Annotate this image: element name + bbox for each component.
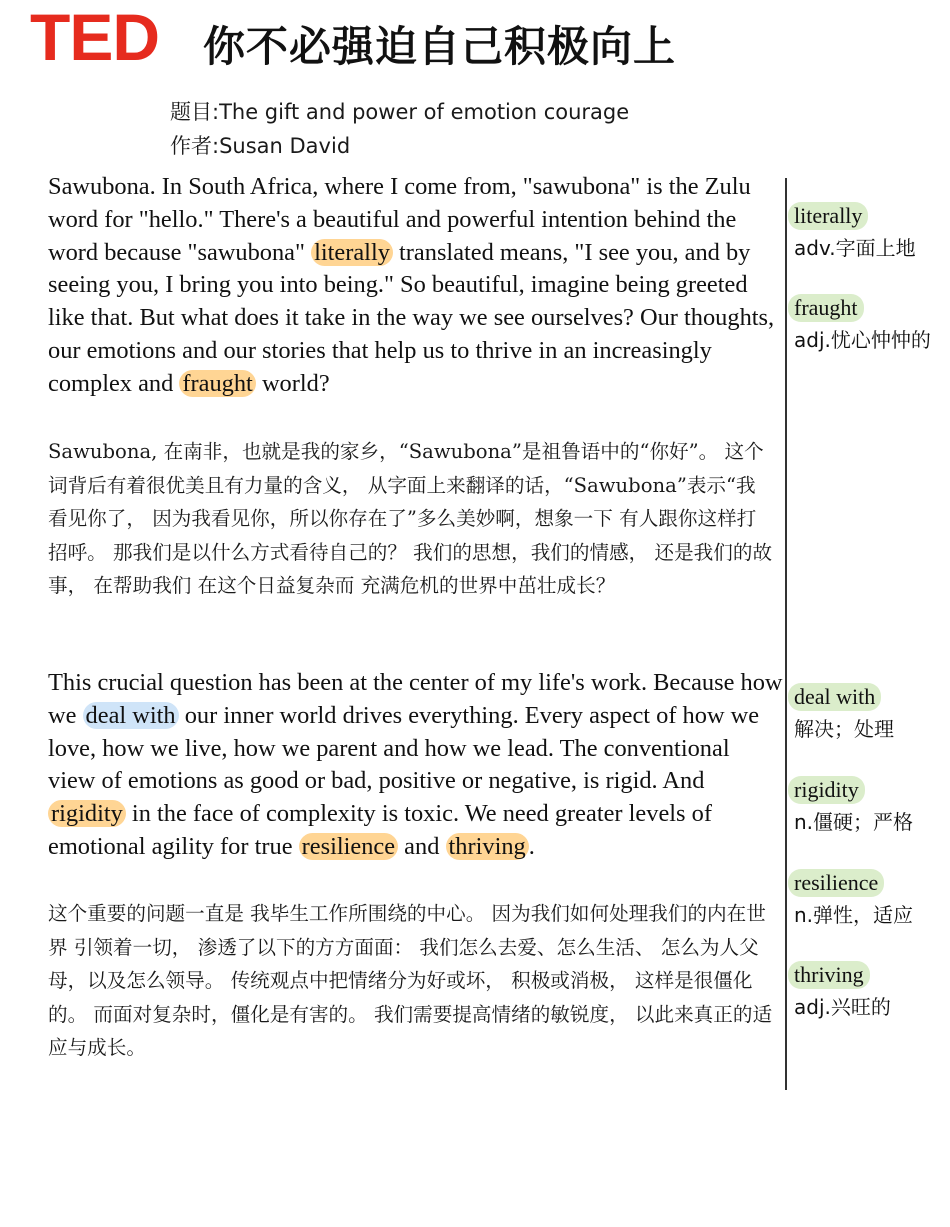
glossary-entry <box>788 961 950 1024</box>
chinese-paragraph-1: Sawubona, 在南非，也就是我的家乡，“Sawubona”是祖鲁语中的“你好”。 这个词背后有着很优美且有力量的含义， 从字面上来翻译的话，“Sawubona”表示“我看见你了， 因为我看见你，所以你存在了”多么美妙啊，想象一下 有人跟你这样打招呼。 那我们是以什么方式看待自己的？ 我们的思想，我们的情感， 还是我们的故事， 在帮助我们 在这个日益复杂而 充满危机的世界中茁壮成长？ <box>48 440 773 597</box>
glossary-word: thriving <box>788 961 870 989</box>
glossary-entry <box>788 869 950 932</box>
text-segment: translated means, "I see you, and by seeing you, I bring you into being." So beautiful, imagine being greeted like that. But what does it take in the way we see ourselves? Our thoughts, our emotions and our stories that help us to thrive in an increasingly complex and <box>48 238 775 397</box>
text-segment: Sawubona. In South Africa, where I come from, "sawubona" is the Zulu word for "hello." There's a beautiful and powerful intention behind the word because "sawubona" <box>48 173 751 266</box>
highlight-thriving: thriving <box>446 833 529 860</box>
glossary-word: rigidity <box>788 776 865 804</box>
topic-value: The gift and power of emotion courage <box>219 100 630 124</box>
glossary-definition: 解决；处理 <box>794 717 894 741</box>
text-segment: our inner world drives everything. Every aspect of how we love, how we live, how we parent and how we lead. The conventional view of emotions as good or bad, positive or negative, is rigid. And <box>48 701 760 795</box>
glossary-definition: n.僵硬；严格 <box>794 810 914 834</box>
author-value: Susan David <box>219 134 351 158</box>
english-paragraph-1 <box>48 171 783 401</box>
ted-logo: TED <box>30 0 159 74</box>
glossary-entry <box>788 202 950 265</box>
glossary-word: literally <box>788 202 868 230</box>
highlight-fraught: fraught <box>179 370 255 397</box>
glossary-entry <box>788 776 950 839</box>
highlight-rigidity: rigidity <box>48 800 126 827</box>
text-segment: This crucial question has been at the center of my life's work. Because how we <box>48 669 783 729</box>
text-segment: world? <box>255 369 330 397</box>
glossary-entry <box>788 294 950 357</box>
glossary-word: deal with <box>788 683 881 711</box>
glossary-definition: adv.字面上地 <box>794 236 916 260</box>
glossary-word: fraught <box>788 294 864 322</box>
text-segment: in the face of complexity is toxic. We need greater levels of emotional agility for true <box>48 800 712 860</box>
author-label: 作者: <box>170 134 220 158</box>
glossary-definition: n.弹性，适应 <box>794 903 914 927</box>
text-segment: . <box>528 832 535 860</box>
text-segment: and <box>398 832 446 860</box>
highlight-deal-with: deal with <box>83 702 179 729</box>
margin-divider <box>785 178 787 1090</box>
glossary-entry <box>788 683 950 746</box>
page-title: 你不必强迫自己积极向上 <box>203 22 677 71</box>
highlight-resilience: resilience <box>299 833 398 860</box>
author-line <box>170 131 350 161</box>
topic-line <box>170 97 629 127</box>
chinese-paragraph-2: 这个重要的问题一直是 我毕生工作所围绕的中心。 因为我们如何处理我们的内在世界 引领着一切， 渗透了以下的方方面面： 我们怎么去爱、怎么生活、 怎么为人父母，以及怎么领导。 传统观点中把情绪分为好或坏， 积极或消极， 这样是很僵化的。 而面对复杂时，僵化是有害的。 我们需要提高情绪的敏锐度， 以此来真正的适应与成长。 <box>48 902 773 1059</box>
highlight-literally: literally <box>311 239 393 266</box>
english-paragraph-2 <box>48 667 783 864</box>
topic-label: 题目: <box>170 100 220 124</box>
glossary-definition: adj.忧心忡忡的 <box>794 328 931 352</box>
glossary-word: resilience <box>788 869 884 897</box>
glossary-definition: adj.兴旺的 <box>794 995 891 1019</box>
